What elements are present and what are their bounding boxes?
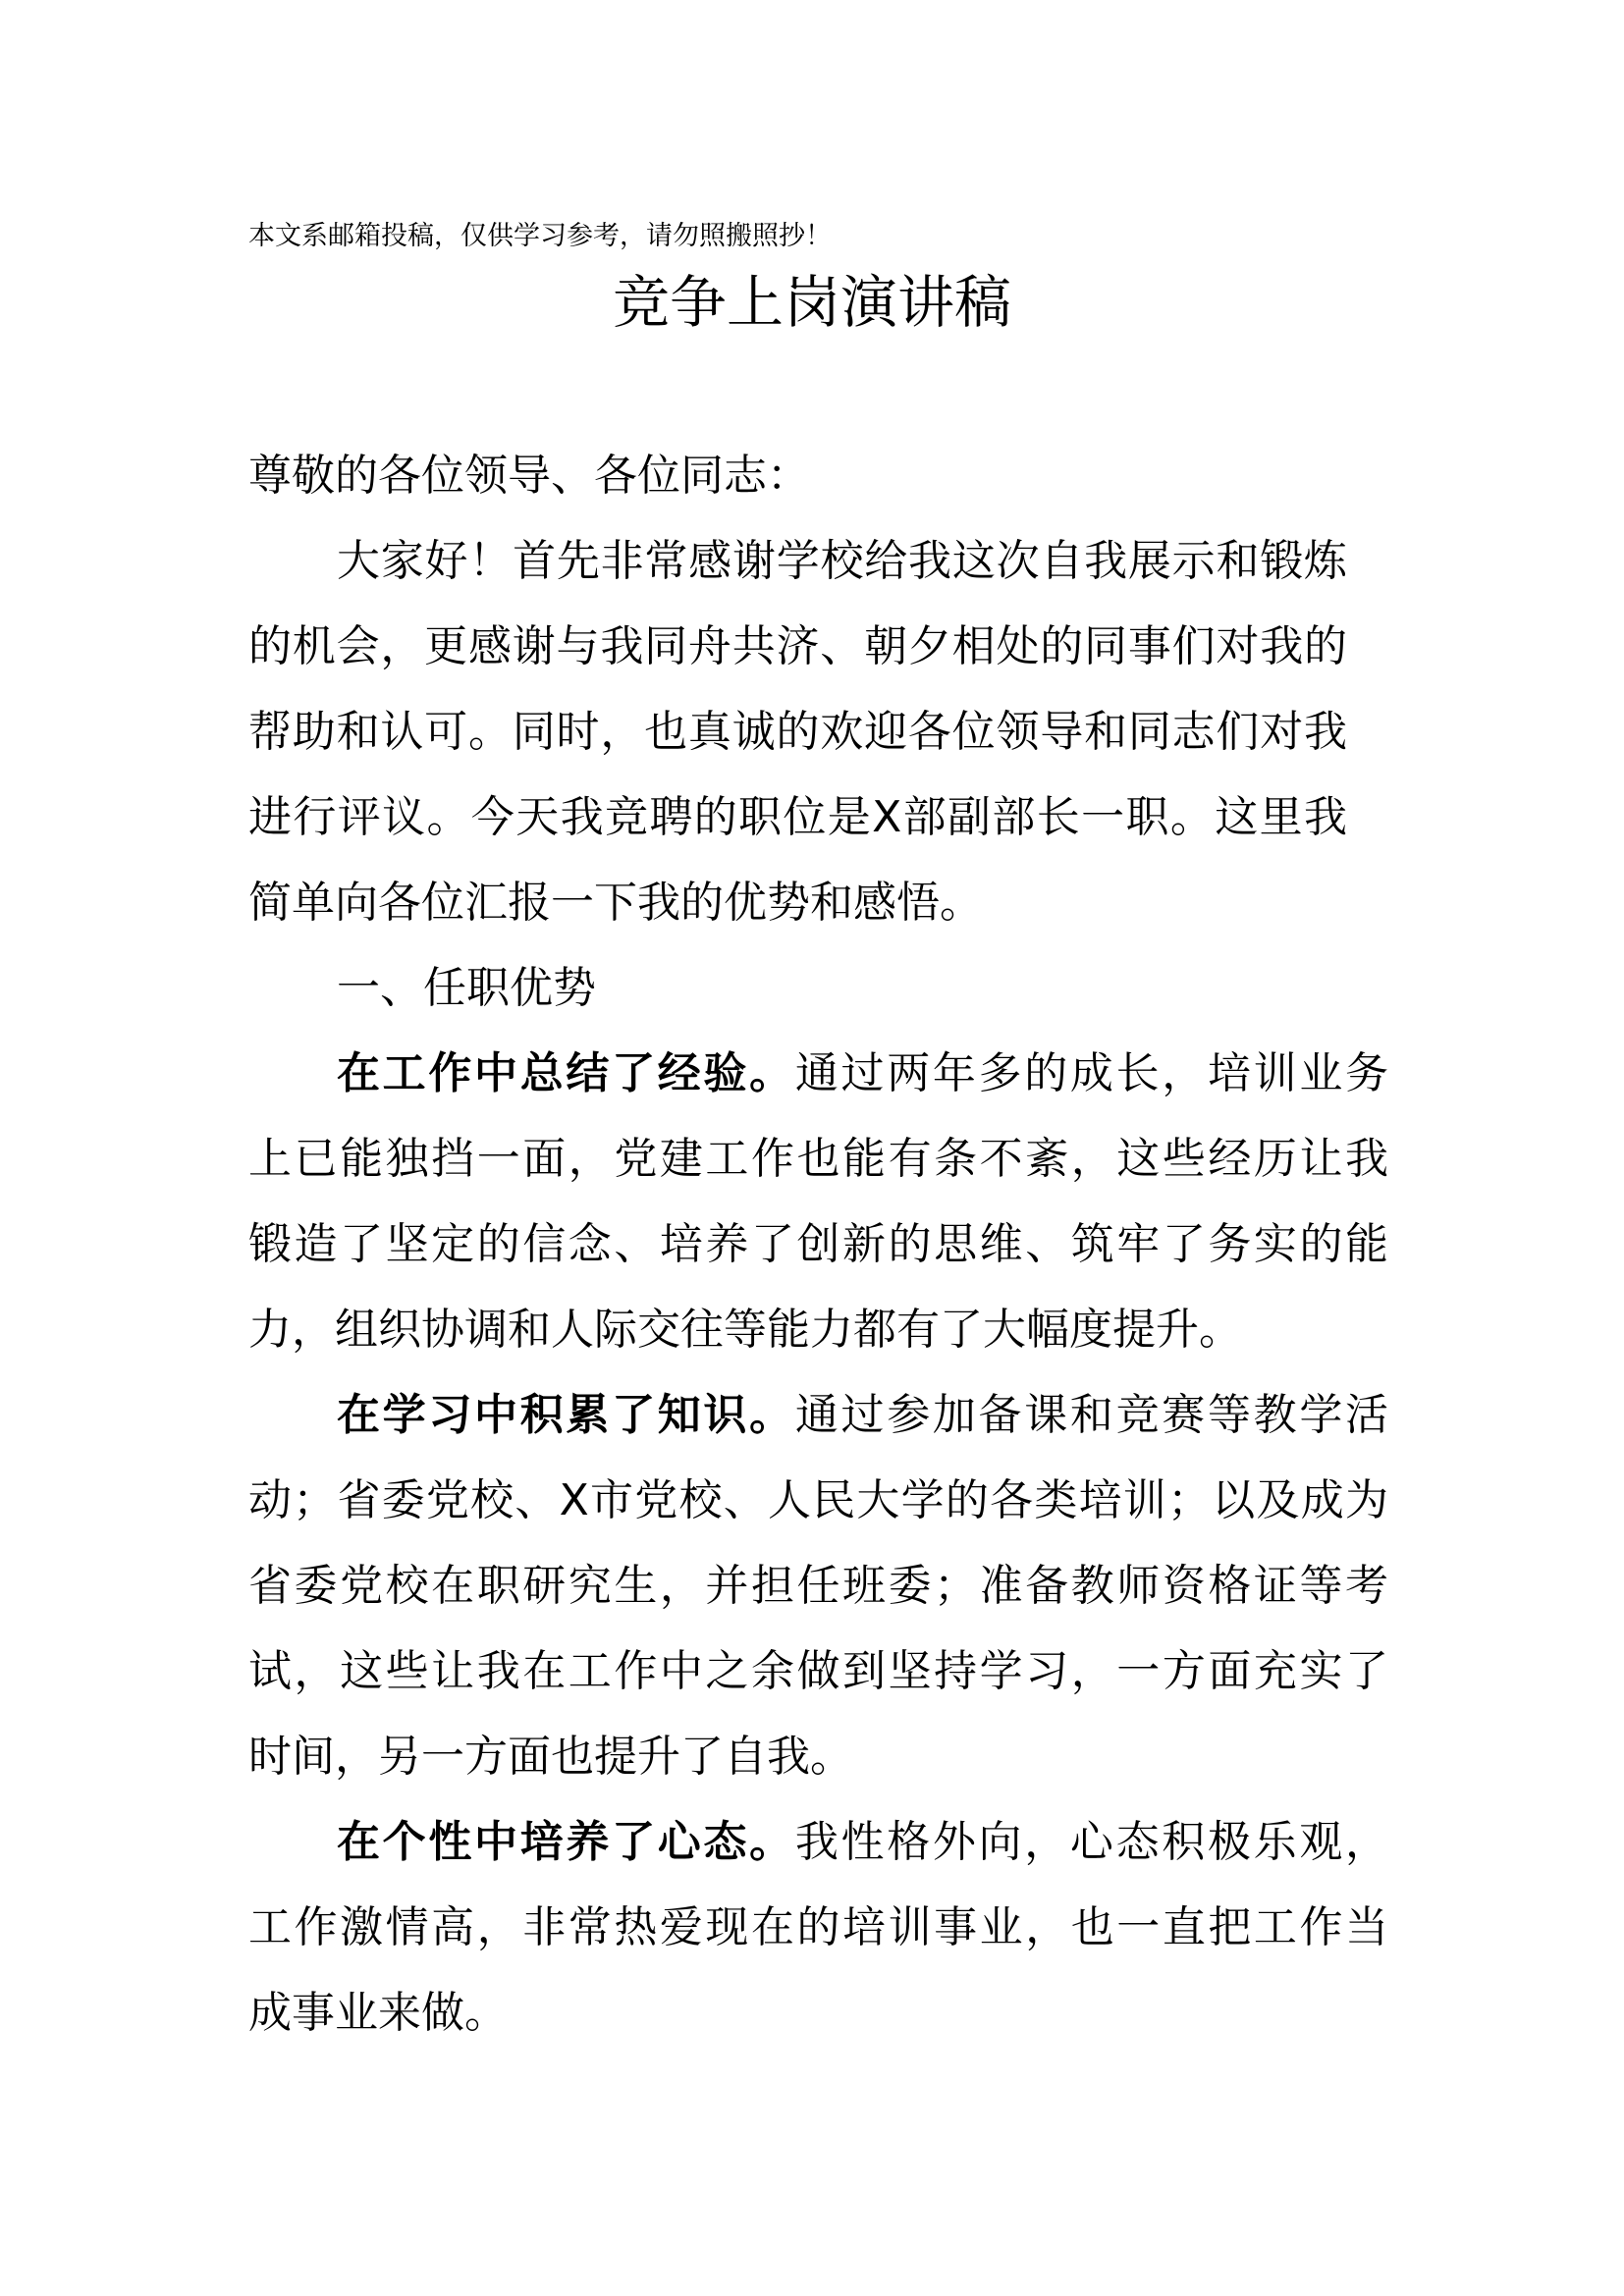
intro-line: 进行评议。今天我竞聘的职位是X部副部长一职。这里我	[248, 792, 1347, 842]
section-heading: 一、任职优势	[337, 963, 596, 1013]
intro-line: 的机会，更感谢与我同舟共济、朝夕相处的同事们对我的	[248, 621, 1347, 671]
intro-line: 简单向各位汇报一下我的优势和感悟。	[248, 878, 983, 928]
paragraph-first-line	[337, 1372, 1388, 1458]
document-title: 竞争上岗演讲稿	[612, 269, 1011, 336]
paragraph-line: 工作激情高，非常热爱现在的培训事业，也一直把工作当	[248, 1902, 1388, 1952]
paragraph-first-line	[337, 1799, 1388, 1885]
paragraph-line: 省委党校在职研究生，并担任班委；准备教师资格证等考	[248, 1561, 1388, 1611]
paragraph-line: 锻造了坚定的信念、培养了创新的思维、筑牢了务实的能	[248, 1219, 1388, 1269]
paragraph-text: 我性格外向，心态积极乐观，	[794, 1817, 1389, 1867]
paragraph-text: 通过参加备课和竞赛等教学活	[794, 1390, 1389, 1440]
paragraph-line: 成事业来做。	[248, 1988, 508, 2038]
intro-line: 帮助和认可。同时，也真诚的欢迎各位领导和同志们对我	[248, 707, 1347, 757]
intro-line: 大家好！首先非常感谢学校给我这次自我展示和锻炼	[337, 536, 1347, 586]
paragraph-line: 动；省委党校、X市党校、人民大学的各类培训；以及成为	[248, 1475, 1388, 1525]
paragraph-text: 通过两年多的成长，培训业务	[794, 1048, 1389, 1098]
paragraph-lead: 在个性中培养了心态。	[337, 1817, 795, 1867]
paragraph-line: 试，这些让我在工作中之余做到坚持学习，一方面充实了	[248, 1646, 1388, 1696]
paragraph-line: 上已能独挡一面，党建工作也能有条不紊，这些经历让我	[248, 1134, 1388, 1184]
paragraph-lead: 在工作中总结了经验。	[337, 1048, 795, 1098]
paragraph-lead: 在学习中积累了知识。	[337, 1390, 795, 1440]
paragraph-first-line	[337, 1031, 1388, 1116]
submission-note: 本文系邮箱投稿，仅供学习参考，请勿照搬照抄！	[248, 221, 832, 251]
salutation: 尊敬的各位领导、各位同志：	[248, 451, 810, 501]
paragraph-line: 力，组织协调和人际交往等能力都有了大幅度提升。	[248, 1305, 1242, 1355]
paragraph-line: 时间，另一方面也提升了自我。	[248, 1732, 853, 1782]
